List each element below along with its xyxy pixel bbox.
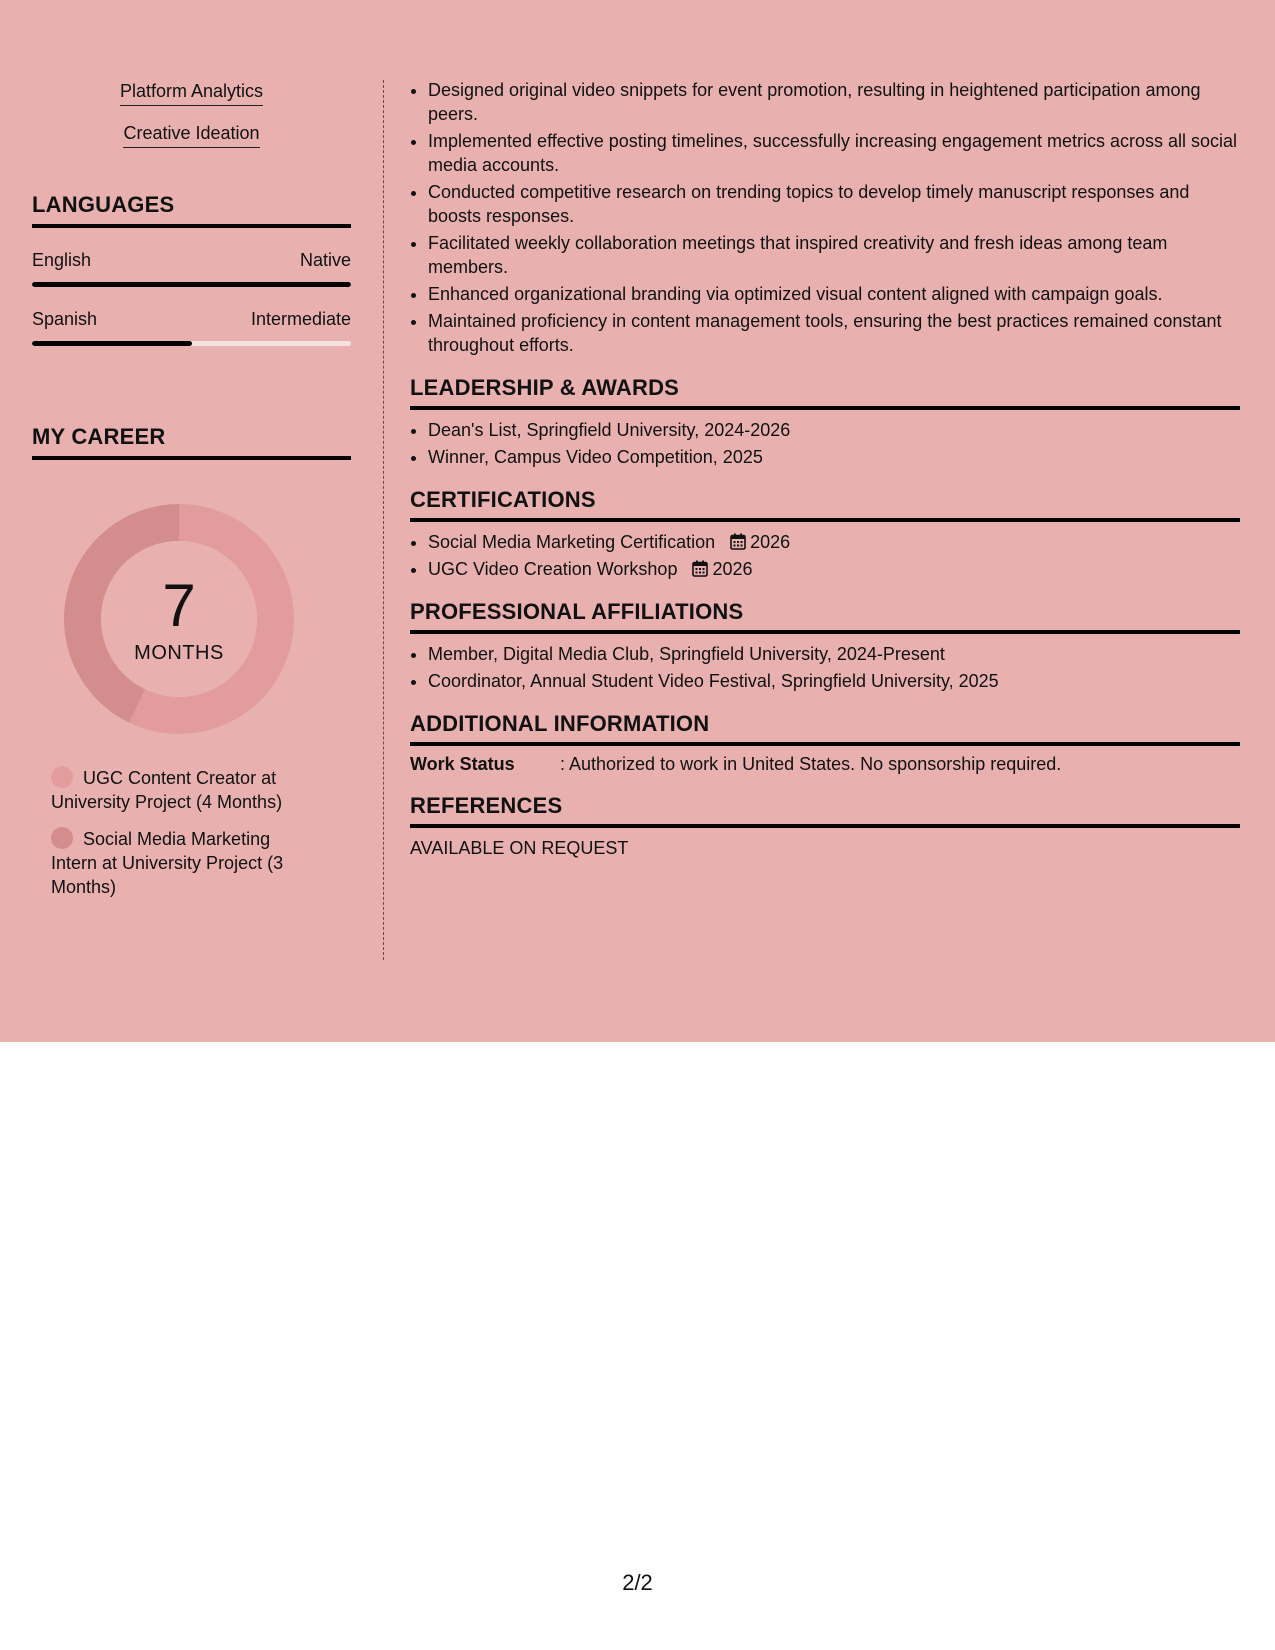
- calendar-icon: [692, 560, 708, 577]
- experience-bullet: • Implemented effective posting timelines, successfully increasing engagement metrics across all social media accounts.: [428, 129, 1240, 177]
- additional-info-heading: ADDITIONAL INFORMATION: [410, 711, 1240, 746]
- left-column: [32, 78, 351, 912]
- legend-item: [51, 827, 311, 899]
- language-level: Native: [299, 250, 351, 270]
- language-level-fill: [32, 341, 192, 346]
- career-heading: MY CAREER: [32, 424, 351, 460]
- legend-color-dot: [51, 827, 73, 849]
- right-column: [410, 78, 1240, 859]
- legend-label: Social Media Marketing Intern at University Project (3 Months): [51, 829, 284, 897]
- legend-item: [51, 766, 311, 814]
- award-item: • Dean's List, Springfield University, 2024-2026: [428, 418, 1240, 442]
- references-section: [410, 793, 1240, 859]
- certification-item: [428, 530, 1240, 554]
- career-legend: [51, 766, 311, 899]
- certifications-section: [410, 487, 1240, 581]
- language-spanish: [32, 309, 351, 346]
- experience-bullet: • Enhanced organizational branding via optimized visual content aligned with campaign goals.: [428, 282, 1240, 306]
- additional-info-section: [410, 711, 1240, 775]
- language-level-fill: [32, 282, 351, 287]
- certification-name: Social Media Marketing Certification: [428, 532, 716, 552]
- column-divider: [383, 80, 384, 960]
- affiliation-item: • Member, Digital Media Club, Springfield University, 2024-Present: [428, 642, 1240, 666]
- language-name: Spanish: [32, 309, 98, 329]
- work-status-label: Work Status: [410, 754, 515, 774]
- language-level: Intermediate: [250, 309, 351, 329]
- skill-platform-analytics[interactable]: Platform Analytics: [120, 78, 263, 106]
- certification-year: 2026: [712, 559, 753, 579]
- career-section: [32, 424, 351, 899]
- language-level-bar: [32, 341, 351, 346]
- references-text: AVAILABLE ON REQUEST: [410, 838, 629, 858]
- career-months-label: MONTHS: [134, 642, 224, 664]
- references-heading: REFERENCES: [410, 793, 1240, 828]
- skill-creative-ideation[interactable]: Creative Ideation: [123, 120, 259, 148]
- languages-heading: LANGUAGES: [32, 192, 351, 228]
- page-number: 2/2: [622, 1570, 653, 1595]
- experience-bullet: • Conducted competitive research on trending topics to develop timely manuscript responses and boosts responses.: [428, 180, 1240, 228]
- leadership-heading: LEADERSHIP & AWARDS: [410, 375, 1240, 410]
- affiliations-section: [410, 599, 1240, 693]
- experience-bullet: • Designed original video snippets for event promotion, resulting in heightened participation among peers.: [428, 78, 1240, 126]
- certifications-heading: CERTIFICATIONS: [410, 487, 1240, 522]
- leadership-section: [410, 375, 1240, 469]
- legend-color-dot: [51, 766, 73, 788]
- career-donut-chart: [64, 504, 294, 734]
- certification-name: UGC Video Creation Workshop: [428, 559, 678, 579]
- language-level-bar: [32, 282, 351, 287]
- experience-bullets: [410, 78, 1240, 357]
- award-item: • Winner, Campus Video Competition, 2025: [428, 445, 1240, 469]
- experience-bullet: • Maintained proficiency in content management tools, ensuring the best practices remained constant throughout efforts.: [428, 309, 1240, 357]
- certification-item: [428, 557, 1240, 581]
- language-english: [32, 250, 351, 287]
- affiliation-item: • Coordinator, Annual Student Video Festival, Springfield University, 2025: [428, 669, 1240, 693]
- affiliations-heading: PROFESSIONAL AFFILIATIONS: [410, 599, 1240, 634]
- certification-year: 2026: [750, 532, 791, 552]
- language-name: English: [32, 250, 92, 270]
- calendar-icon: [730, 533, 746, 550]
- experience-bullet: • Facilitated weekly collaboration meetings that inspired creativity and fresh ideas among team members.: [428, 231, 1240, 279]
- career-total-months: 7: [162, 572, 196, 639]
- legend-label: UGC Content Creator at University Project (4 Months): [51, 768, 283, 812]
- languages-section: [32, 192, 351, 346]
- work-status-value: : Authorized to work in United States. No sponsorship required.: [560, 754, 1062, 774]
